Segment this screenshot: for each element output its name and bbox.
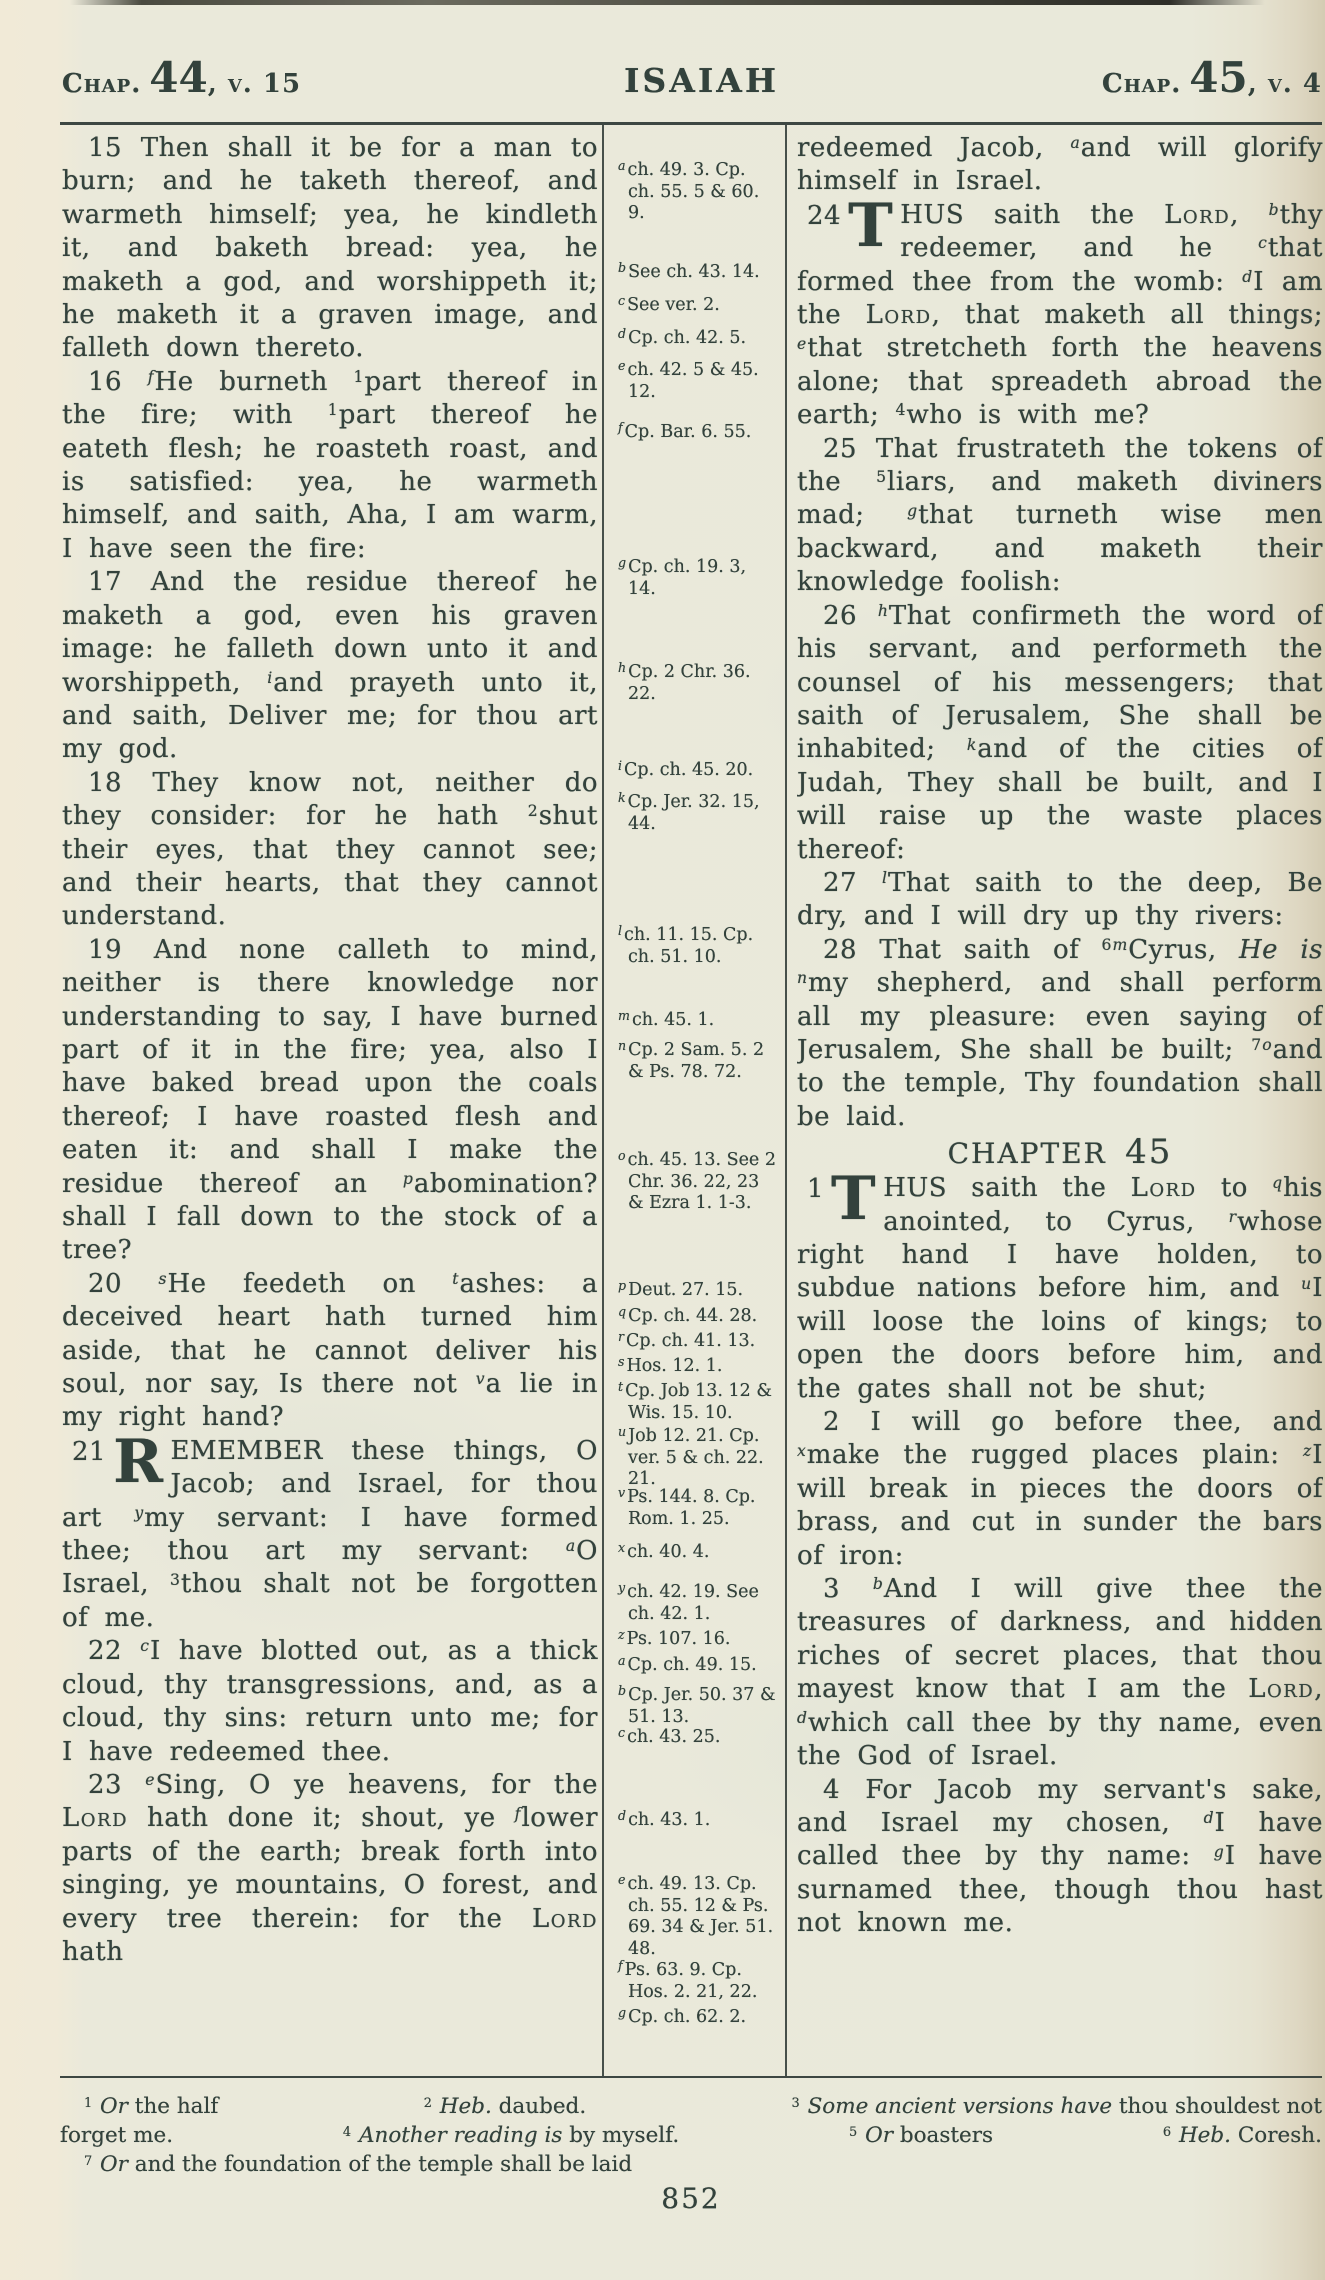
verse-paragraph: redeemed Jacob, $^a$and will glorify himself in Israel.: [797, 133, 1323, 197]
cross-reference: $^d$ Cp. ch. 42. 5.: [618, 325, 747, 348]
footnote-line: [60, 2121, 1322, 2150]
header-rule: [60, 122, 1322, 125]
cross-reference: $^f$ Cp. Bar. 6. 55.: [618, 419, 752, 442]
cross-reference: $^a$ Cp. ch. 49. 15.: [618, 1652, 757, 1675]
verse-paragraph: 22 $^c$I have blotted out, as a thick cloud, thy transgressions, and, as a cloud, thy sins: return unto me; for I have redeemed thee.: [62, 1636, 598, 1767]
cross-reference: $^p$ Deut. 27. 15.: [618, 1277, 744, 1300]
verse-paragraph: 24 T HUS saith the Lord, $^b$thy redeemer, and he $^c$that formed thee from the womb: $^d$I am the Lord, that maketh all things; $^e$that stretcheth forth the heavens alone; that spreadeth abroad the earth; $^4$who is with me?: [797, 190, 1323, 431]
verse-paragraph: 4 For Jacob my servant's sake, and Israel my chosen, $^d$I have called thee by thy name: $^g$I have surnamed thee, though thou hast not known me.: [797, 1774, 1323, 1939]
right-text-column: [797, 132, 1323, 2076]
footnote-segment: $^7$ Or and the foundation of the temple shall be laid: [84, 2152, 633, 2177]
verse-paragraph: CHAPTER 45: [947, 1132, 1173, 1173]
chapter-label-right: Chap.: [1102, 69, 1182, 99]
cross-reference: $^k$ Cp. Jer. 32. 15, 44.: [618, 789, 760, 834]
book-title: ISAIAH: [624, 61, 780, 100]
footnote-line: [60, 2092, 1322, 2121]
cross-reference: $^e$ ch. 49. 13. Cp. ch. 55. 12 & Ps. 69. 34 & Jer. 51. 48.: [618, 1871, 774, 1959]
verse-paragraph: 16 $^f$He burneth $^1$part thereof in the fire; with $^1$part thereof he eateth flesh; he roasteth roast, and is satisfied: yea, he warmeth himself, and saith, Aha, I am warm, I have seen the fire:: [62, 366, 598, 564]
cross-reference: $^b$ Cp. Jer. 50. 37 & 51. 13.: [618, 1682, 776, 1727]
cross-reference: $^o$ ch. 45. 13. See 2 Chr. 36. 22, 23 & Ezra 1. 1-3.: [618, 1147, 776, 1213]
page-header: [62, 53, 1322, 102]
verse-paragraph: 25 That frustrateth the tokens of the $^5$liars, and maketh diviners mad; $^g$that turneth wise men backward, and maketh their knowledge foolish:: [797, 433, 1323, 598]
chapter-number-right: 45: [1189, 53, 1248, 102]
cross-reference: $^m$ ch. 45. 1.: [618, 1007, 715, 1030]
cross-reference: $^r$ Cp. ch. 41. 13.: [618, 1328, 756, 1351]
footnote-segment: $^2$ Heb. daubed.: [423, 2094, 587, 2119]
footnote-segment: $^3$ Some ancient versions have thou shouldest not: [791, 2094, 1322, 2119]
cross-reference: $^a$ ch. 49. 3. Cp. ch. 55. 5 & 60. 9.: [618, 157, 760, 223]
cross-reference: $^z$ Ps. 107. 16.: [618, 1626, 731, 1649]
cross-reference: $^g$ Cp. ch. 19. 3, 14.: [618, 554, 747, 599]
footnote-segment: $^4$ Another reading is by myself.: [342, 2123, 680, 2148]
chapter-number-left: 44: [149, 53, 208, 102]
cross-reference: $^l$ ch. 11. 15. Cp. ch. 51. 10.: [618, 922, 754, 967]
column-divider-right: [785, 125, 787, 2076]
chapter-label-left: Chap.: [62, 69, 142, 99]
chapter-verse-right: , v. 4: [1247, 69, 1322, 99]
verse-paragraph: 3 $^b$And I will give thee the treasures of darkness, and hidden riches of secret places, that thou mayest know that I am the Lord, $^d$which call thee by thy name, even the God of Israel.: [797, 1574, 1323, 1772]
verse-paragraph: 17 And the residue thereof he maketh a god, even his graven image: he falleth down unto it and worshippeth, $^i$and prayeth unto it, and saith, Deliver me; for thou art my god.: [62, 567, 598, 765]
cross-reference: $^v$ Ps. 144. 8. Cp. Rom. 1. 25.: [618, 1484, 756, 1529]
chapter-verse-left: , v. 15: [207, 69, 302, 99]
verse-paragraph: 23 $^e$Sing, O ye heavens, for the Lord hath done it; shout, ye $^f$lower parts of the earth; break forth into singing, ye mountains, O forest, and every tree therein: for the Lord hath: [62, 1769, 598, 1967]
verse-paragraph: 28 That saith of $^{6m}$Cyrus, He is $^n$my shepherd, and shall perform all my pleasure: even saying of Jerusalem, She shall be built; $^{7o}$and to the temple, Thy foundation shall be laid.: [797, 934, 1323, 1132]
verse-paragraph: 2 I will go before thee, and $^x$make the rugged places plain: $^z$I will break in pieces the doors of brass, and cut in sunder the bars of iron:: [797, 1407, 1323, 1571]
header-right-chapter: [1102, 53, 1322, 102]
footnote-segment: $^1$ Or the half: [84, 2094, 219, 2119]
verse-paragraph: 1 T HUS saith the Lord to $^q$his anointed, to Cyrus, $^r$whose right hand I have holden, to subdue nations before him, and $^u$I will loose the loins of kings; to open the doors before him, and the gates shall not be shut;: [797, 1164, 1323, 1404]
footnotes: [60, 2092, 1322, 2179]
left-text-column: [62, 132, 598, 2076]
cross-reference: $^g$ Cp. ch. 62. 2.: [618, 2004, 747, 2027]
cross-reference: $^s$ Hos. 12. 1.: [618, 1353, 723, 1376]
cross-reference-column: [612, 132, 778, 2076]
verse-paragraph: 15 Then shall it be for a man to burn; and he taketh thereof, and warmeth himself; yea, he kindleth it, and baketh bread: yea, he maketh a god, and worshippeth it; he maketh it a graven image, and falleth down thereto.: [62, 133, 598, 364]
cross-reference: $^d$ ch. 43. 1.: [618, 1807, 711, 1830]
verse-paragraph: 20 $^s$He feedeth on $^t$ashes: a deceived heart hath turned him aside, that he cannot deliver his soul, nor say, Is there not $^v$a lie in my right hand?: [62, 1268, 598, 1433]
page-number: 852: [661, 2182, 721, 2215]
footnote-segment: $^6$ Heb. Coresh.: [1162, 2123, 1322, 2148]
cross-reference: $^c$ See ver. 2.: [618, 292, 720, 315]
scan-top-edge: [70, 0, 1265, 5]
cross-reference: $^b$ See ch. 43. 14.: [618, 259, 760, 282]
cross-reference: $^f$ Ps. 63. 9. Cp. Hos. 2. 21, 22.: [618, 1957, 758, 2002]
cross-reference: $^y$ ch. 42. 19. See ch. 42. 1.: [618, 1579, 759, 1624]
cross-reference: $^i$ Cp. ch. 45. 20.: [618, 757, 754, 780]
footnote-rule: [60, 2076, 1322, 2078]
cross-reference: $^q$ Cp. ch. 44. 28.: [618, 1303, 758, 1326]
verse-paragraph: 27 $^l$That saith to the deep, Be dry, and I will dry up thy rivers:: [797, 867, 1323, 932]
column-divider-left: [602, 125, 604, 2076]
verse-paragraph: 21 R EMEMBER these things, O Jacob; and Israel, for thou art $^y$my servant: I have formed thee; thou art my servant: $^a$O Israel, $^3$thou shalt not be forgotten of me.: [62, 1426, 598, 1633]
footnote-segment: $^5$ Or boasters: [849, 2123, 994, 2148]
cross-reference: $^e$ ch. 42. 5 & 45. 12.: [618, 357, 759, 402]
cross-reference: $^h$ Cp. 2 Chr. 36. 22.: [618, 659, 751, 704]
cross-reference: $^t$ Cp. Job 13. 12 & Wis. 15. 10.: [618, 1378, 772, 1423]
header-left-chapter: [62, 53, 302, 102]
verse-paragraph: 19 And none calleth to mind, neither is there knowledge nor understanding to say, I have burned part of it in the fire; yea, also I have baked bread upon the coals thereof; I have roasted flesh and eaten it: and shall I make the residue thereof an $^p$abomination? shall I fall down to the stock of a tree?: [62, 934, 598, 1266]
cross-reference: $^n$ Cp. 2 Sam. 5. 2 & Ps. 78. 72.: [618, 1037, 765, 1082]
verse-paragraph: 26 $^h$That confirmeth the word of his servant, and performeth the counsel of his messengers; that saith of Jerusalem, She shall be inhabited; $^k$and of the cities of Judah, They shall be built, and I will raise up the waste places thereof:: [797, 600, 1323, 865]
cross-reference: $^x$ ch. 40. 4.: [618, 1539, 710, 1562]
footnote-line: [60, 2150, 1322, 2179]
verse-paragraph: 18 They know not, neither do they consider: for he hath $^2$shut their eyes, that they cannot see; and their hearts, that they cannot understand.: [62, 767, 598, 932]
cross-reference: $^c$ ch. 43. 25.: [618, 1724, 721, 1747]
cross-reference: $^u$ Job 12. 21. Cp. ver. 5 & ch. 22. 21.: [618, 1423, 764, 1489]
footnote-segment: forget me.: [60, 2123, 174, 2148]
